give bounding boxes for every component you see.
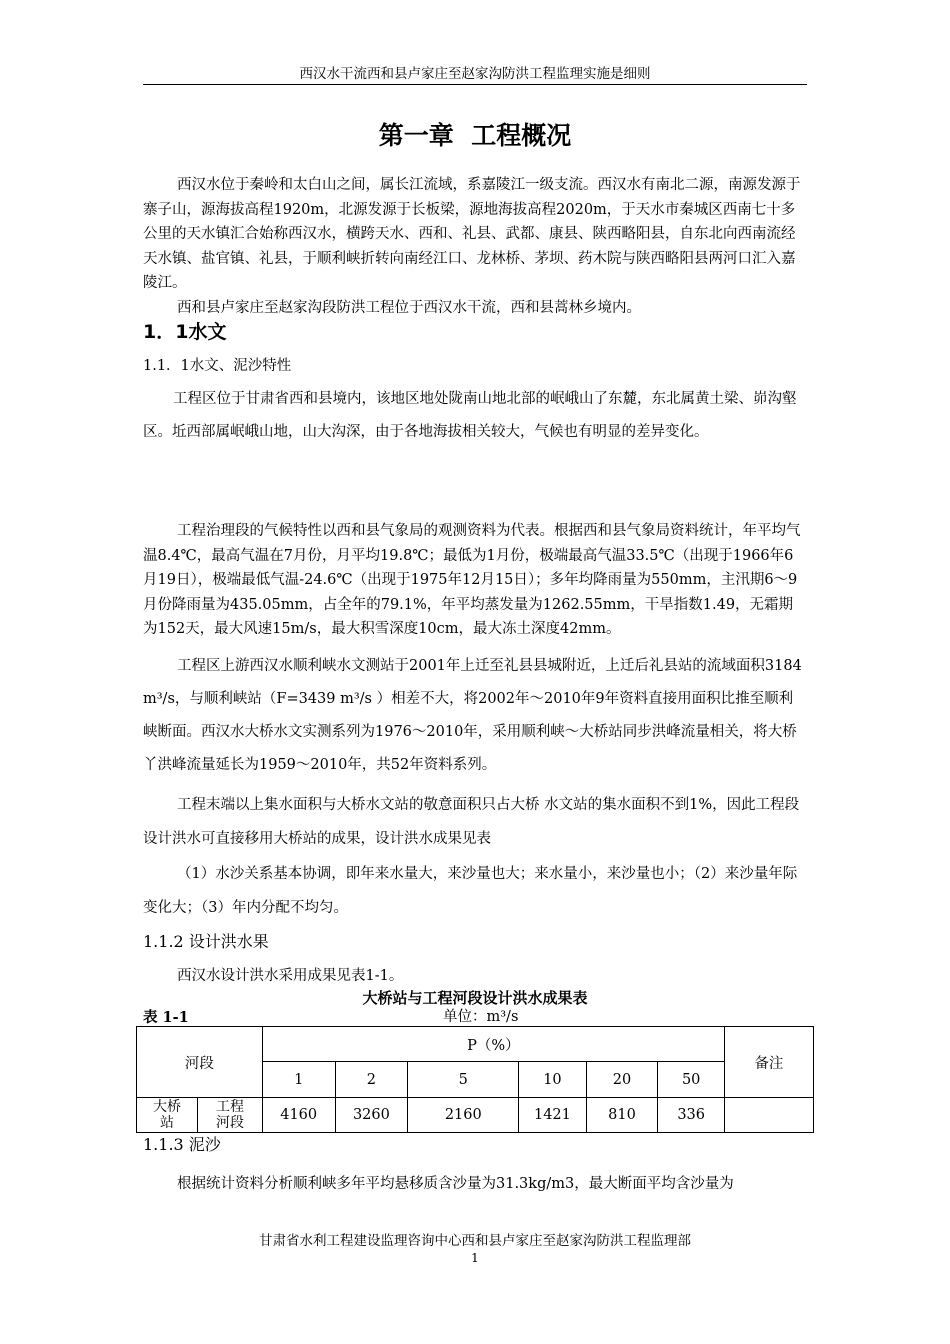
running-header: 西汉水干流西和县卢家庄至赵家沟防洪工程监理实施是细则 bbox=[299, 66, 651, 82]
footer-organization: 甘肃省水利工程建设监理咨询中心西和县卢家庄至赵家沟防洪工程监理部 bbox=[259, 1233, 691, 1249]
frequency-cell: 10 bbox=[519, 1062, 586, 1098]
hydrology-paragraph-sediment-relation: （1）水沙关系基本协调，即年来水量大，来沙量也大；来水量小，来沙量也小；（2）来沙量年际变化大；（3）年内分配不均匀。 bbox=[143, 866, 798, 916]
frequency-cell: 2 bbox=[335, 1062, 408, 1098]
page-number: 1 bbox=[471, 1251, 479, 1265]
frequency-cell: 20 bbox=[586, 1062, 658, 1098]
hydrology-paragraph-catchment: 工程末端以上集水面积与大桥水文站的敬意面积只占大桥 水文站的集水面积不到1%，因此工程段设计洪水可直接移用大桥站的成果，设计洪水成果见表 bbox=[143, 797, 800, 847]
row-station-label bbox=[137, 1098, 198, 1133]
note-cell bbox=[724, 1098, 813, 1133]
subsection-heading-sediment: 1.1.3 泥沙 bbox=[143, 1135, 221, 1154]
chapter-title: 第一章 工程概况 bbox=[378, 121, 572, 150]
sediment-paragraph: 根据统计资料分析顺利峡多年平均悬移质含沙量为31.3kg/m3，最大断面平均含沙量为 bbox=[177, 1176, 734, 1192]
subsection-heading-design-flood: 1.1.2 设计洪水果 bbox=[143, 932, 269, 951]
frequency-cell: 5 bbox=[408, 1062, 519, 1098]
design-flood-table bbox=[136, 1026, 814, 1133]
intro-paragraph-1: 西汉水位于秦岭和太白山之间，属长江流域，系嘉陵江一级支流。西汉水有南北二源，南源发源于寨子山，源海拔高程1920m，北源发源于长板梁，源地海拔高程2020m，于天水市秦城区西南七十多公里的天水镇汇合始称西汉水，横跨天水、西和、礼县、武都、康县、陕西略阳县，自东北向西南流经天水镇、盐官镇、礼县，于顺利峡折转向南经江口、龙林桥、茅坝、药木院与陕西略阳县两河口汇入嘉陵江。 bbox=[143, 177, 801, 291]
subsection-heading-hydrology-sediment: 1.1．1水文、泥沙特性 bbox=[143, 358, 292, 374]
flow-cell: 1421 bbox=[519, 1098, 586, 1133]
header-rule bbox=[143, 84, 807, 85]
hydrology-paragraph-climate: 工程治理段的气候特性以西和县气象局的观测资料为代表。根据西和县气象局资料统计，年平均气温8.4℃，最高气温在7月份，月平均19.8℃；最低为1月份，极端最高气温33.5℃（出现于1966年6月19日），极端最低气温-24.6℃（出现于1975年12月15日）；多年均降雨量为550mm，主汛期6～9月份降雨量为435.05mm，占全年的79.1%，年平均蒸发量为1262.55mm，干旱指数1.49，无霜期为152天，最大风速15m/s，最大积雪深度10cm，最大冻土深度42mm。 bbox=[143, 523, 801, 637]
frequency-cell: 50 bbox=[658, 1062, 724, 1098]
table-unit: 单位：m³/s bbox=[443, 1009, 519, 1025]
frequency-cell: 1 bbox=[262, 1062, 335, 1098]
table-row bbox=[137, 1098, 814, 1133]
hydrology-paragraph-location: 工程区位于甘肃省西和县境内，该地区地处陇南山地北部的岷峨山了东麓，东北属黄土梁、峁沟壑区。坵西部属岷峨山地，山大沟深，由于各地海拔相关较大，气候也有明显的差异变化。 bbox=[143, 391, 797, 440]
hydrology-paragraph-station: 工程区上游西汉水顺利峡水文测站于2001年上迁至礼县县城附近，上迁后礼县站的流域面积3184 m³/s，与顺利峡站（F=3439 m³/s ）相差不大，将2002年～2010年9年资料直接用面积比推至顺利峡断面。西汉水大桥水文实测系列为1976～2010年，采用顺利峡～大桥站同步洪峰流量相关，将大桥丫洪峰流量延长为1959～2010年，共52年资料系列。 bbox=[143, 658, 802, 773]
header-frequency: P（%） bbox=[262, 1027, 724, 1062]
flow-cell: 336 bbox=[658, 1098, 724, 1133]
section-heading-hydrology: 1．1水文 bbox=[143, 321, 227, 343]
header-section: 河段 bbox=[137, 1027, 263, 1098]
intro-paragraph-2: 西和县卢家庄至赵家沟段防洪工程位于西汉水干流，西和县蒿林乡境内。 bbox=[177, 300, 641, 316]
flow-cell: 810 bbox=[586, 1098, 658, 1133]
flow-cell: 4160 bbox=[262, 1098, 335, 1133]
table-title: 大桥站与工程河段设计洪水成果表 bbox=[362, 989, 588, 1007]
row-reach-label bbox=[198, 1098, 263, 1133]
table-label: 表 1-1 bbox=[143, 1009, 189, 1026]
flow-cell: 3260 bbox=[335, 1098, 408, 1133]
design-flood-intro: 西汉水设计洪水采用成果见表1-1。 bbox=[177, 968, 404, 984]
row-station-text: 大桥站 bbox=[153, 1099, 182, 1131]
header-note: 备注 bbox=[724, 1027, 813, 1098]
row-reach-text: 工程河段 bbox=[215, 1099, 244, 1131]
flow-cell: 2160 bbox=[408, 1098, 519, 1133]
